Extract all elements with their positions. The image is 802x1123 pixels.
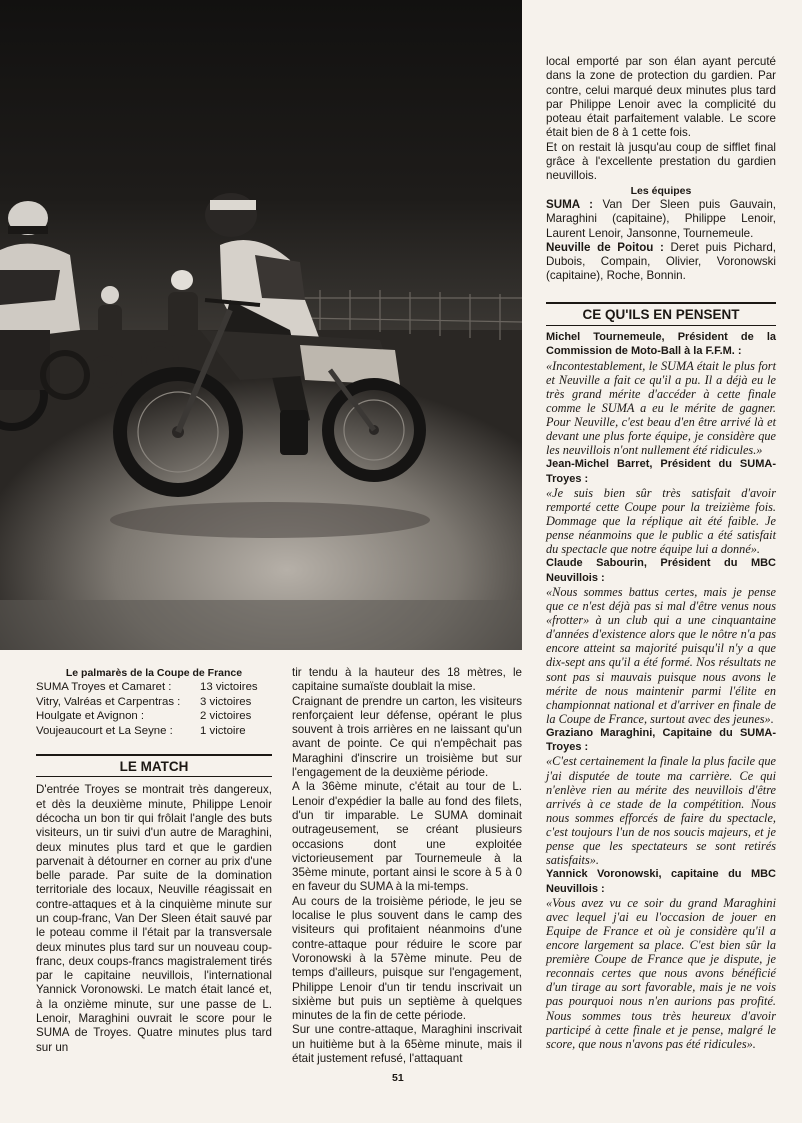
teams-suma-text: Van Der Sleen puis Gauvain, Maraghini (capitaine), Philippe Lenoir, Laurent Lenoir, Jansonne, Tournemeule.: [546, 197, 776, 240]
match-paragraph: local emporté par son élan ayant percuté dans la zone de protection du gardien. Par contre, celui marqué deux minutes plus tard par Philippe Lenoir avec la complicité du poteau était parfaitement valable. Le score était bien de 8 à 1 cette fois.: [546, 55, 776, 140]
palmares-teams: Vitry, Valréas et Carpentras :: [36, 695, 181, 708]
match-paragraph: Craignant de prendre un carton, les visiteurs renforçaient leur défense, opérant le plus souvent à trois arrières en ne laissant qu'un avant de pointe. Ce qui n'empêchait pas Maraghini d'inscrire un troisième but sur l'engagement de la deuxième période.: [292, 694, 522, 780]
palmares-teams: Houlgate et Avignon :: [36, 710, 145, 723]
opinion-quote: «Je suis bien sûr très satisfait d'avoir remporté cette Coupe pour la treizième fois. Dommage que la réplique ait été faible. Je pense néanmoins que le public a été satisfait du spectacle que notre équipe lui a donné».: [546, 485, 776, 557]
teams-suma: [546, 198, 776, 241]
match-paragraph: tir tendu à la hauteur des 18 mètres, le capitaine sumaïste doublait la mise.: [292, 666, 522, 694]
palmares-row: [36, 724, 272, 738]
palmares-wins: 13 victoires: [200, 681, 258, 694]
motoball-photo-drawing: [0, 0, 522, 650]
page-number: 51: [392, 1072, 404, 1084]
teams-neuville-text: Deret puis Pichard, Dubois, Compain, Olivier, Voronowski (capitaine), Roche, Bonnin.: [546, 240, 776, 283]
palmares-wins: 2 victoires: [200, 710, 252, 723]
opinion-quote: «Incontestablement, le SUMA était le plus fort et Neuville a fait ce qu'il a pu. Il a déjà eu le très grand mérite d'accéder à cette finale comme le SUMA a eu le mérite de gagner. Pour Neuville, c'est beau d'en être arrivé là et devant une plus forte équipe, je considère que les neuvillois n'ont nullement été ridicules.»: [546, 358, 776, 458]
teams-suma-label: SUMA :: [546, 197, 594, 211]
column-middle: [292, 666, 522, 1066]
opinion-speaker: Claude Sabourin, Président du MBC Neuvillois :: [546, 557, 776, 584]
opinion-speaker: Michel Tournemeule, Président de la Commission de Moto-Ball à la F.F.M. :: [546, 331, 776, 358]
teams-neuville-label: Neuville de Poitou :: [546, 240, 664, 254]
match-paragraph: Et on restait là jusqu'au coup de sifflet final grâce à l'excellente prestation du gardien neuvillois.: [546, 140, 776, 183]
palmares-wins: 3 victoires: [200, 695, 252, 708]
palmares-teams: SUMA Troyes et Camaret :: [36, 681, 172, 694]
palmares-title: Le palmarès de la Coupe de France: [65, 667, 243, 679]
column-right: [546, 55, 776, 1051]
match-heading: LE MATCH: [36, 754, 272, 777]
match-paragraph: Au cours de la troisième période, le jeu se localise le plus souvent dans le camp des visiteurs qui profitaient néanmoins d'une contre-attaque pour réduire le score par Voronowski à la 57ème minute. Peu de temps d'ailleurs, puisque sur l'engagement, Philippe Lenoir d'un tir tendu inscrivait un sixième but puis un septième à quelques minutes de la fin de cette période.: [292, 894, 522, 1023]
opinion-speaker: Jean-Michel Barret, Président du SUMA-Troyes :: [546, 458, 776, 485]
match-paragraph: Sur une contre-attaque, Maraghini inscrivait un huitième but à la 65ème minute, mais il était justement refusé, l'attaquant: [292, 1023, 522, 1066]
teams-neuville: [546, 241, 776, 284]
teams-title: Les équipes: [630, 184, 692, 197]
opinions-heading: CE QU'ILS EN PENSENT: [546, 302, 776, 326]
motoball-photo: [0, 0, 522, 650]
palmares-row: [36, 709, 272, 723]
opinion-speaker: Yannick Voronowski, capitaine du MBC Neuvillois :: [546, 868, 776, 895]
match-paragraph: A la 36ème minute, c'était au tour de L. Lenoir d'expédier la balle au fond des filets, d'un tir imparable. Le SUMA dominait outrageusement, se créant plusieurs occasions dont une exploitée victorieusement par Tournemeule à la 35ème minute, portant ainsi le score à 5 à 0 en faveur du SUMA à la mi-temps.: [292, 780, 522, 894]
palmares-row: [36, 695, 272, 709]
palmares-row: [36, 680, 272, 694]
opinion-quote: «Vous avez vu ce soir du grand Maraghini avec lequel j'ai eu l'occasion de jouer en Equipe de France et où je considère qu'il a encore largement sa place. C'est bien sûr la première Coupe de France que je dispute, je reconnais certes que nous avons bénéficié d'un tirage au sort favorable, mais je ne vois pas pourquoi nous n'en aurions pas profité. Nous sommes tous très heureux d'avoir participé à cette finale et je pense, malgré le score, que nous n'avons pas été ridicules».: [546, 895, 776, 1051]
palmares-teams: Voujeaucourt et La Seyne :: [36, 724, 173, 737]
opinion-quote: «Nous sommes battus certes, mais je pense que ce n'est déjà pas si mal d'être venus nous «frotter» à un club qui a une cinquantaine d'années d'existence alors que le nôtre n'a pas encore atteint sa majorité puisqu'il n'y a que dix-sept ans qu'il a été formé. Nos résultats ne sont pas si mauvais puisque nous avons le mérite de nous maintenir parmi l'élite en championnat national et d'arriver en finale de la Coupe de France, surtout avec des jeunes».: [546, 584, 776, 726]
opinion-quote: «C'est certainement la finale la plus facile que j'ai disputée de toute ma carrière. Ce qui n'enlève rien au mérite des neuvillois d'être arrivés à ce stade de la compétition. Nous nous sommes efforcés de faire du spectacle, c'est toujours l'un de nos soucis majeurs, et je pense que les spectateurs se sont retirés satisfaits».: [546, 754, 776, 868]
palmares-box: [36, 666, 272, 738]
column-left: [36, 666, 272, 1055]
palmares-wins: 1 victoire: [200, 724, 246, 737]
match-paragraph: D'entrée Troyes se montrait très dangereux, et dès la deuxième minute, Philippe Lenoir décocha un bon tir qui frôlait l'angle des buts visiteurs, un tir suivi d'un autre de Maraghini, deux minutes plus tard et que le gardien parvenait à détourner en corner au prix d'une belle parade. Par suite de la domination territoriale des locaux, Neuville réagissait en contre-attaques et à la cinquième minute sur un coup-franc, Van Der Sleen était sauvé par le poteau comme il l'était par la transversale deux minutes plus tard sur un nouveau coup-franc, deux coups-francs magistralement tirés par le capitaine neuvillois, l'international Yannick Voronowski. Le match était lancé et, à la onzième minute, sur une passe de L. Lenoir, Maraghini ouvrait le score pour le SUMA de Troyes. Quatre minutes plus tard sur un: [36, 783, 272, 1054]
opinion-speaker: Graziano Maraghini, Capitaine du SUMA-Troyes :: [546, 726, 776, 754]
